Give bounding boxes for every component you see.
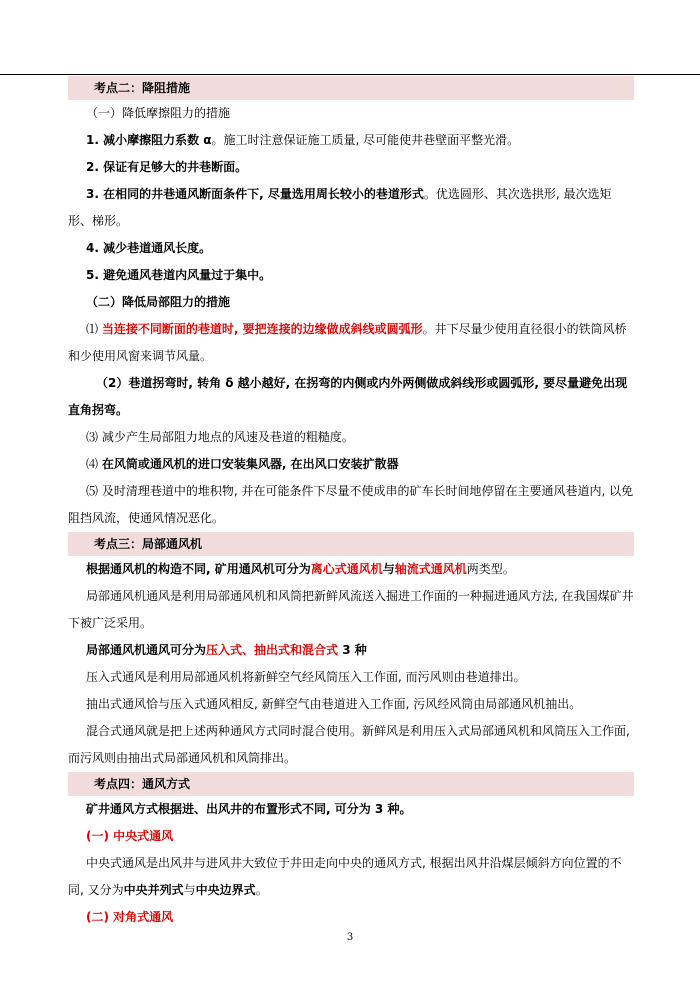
header-rule <box>0 74 700 75</box>
subheading-central: (一) 中央式通风 <box>86 829 174 843</box>
paragraph-4-2 <box>68 850 634 904</box>
red-emphasis: 离心式通风机 <box>310 562 383 576</box>
paragraph-3-2: 局部通风机通风是利用局部通风机和风筒把新鲜风流送入掘进工作面的一种掘进通风方法, 在我国煤矿井下被广泛采用。 <box>68 589 634 630</box>
red-emphasis: 轴流式通风机 <box>394 562 467 576</box>
paragraph-3-6: 混合式通风就是把上述两种通风方式同时混合使用。新鲜风是利用压入式局部通风机和风筒压入工作面, 而污风则由抽出式局部通风机和风筒排出。 <box>68 724 630 765</box>
paragraph-3-3 <box>68 637 634 664</box>
paragraph-2-2: 2. 保证有足够大的井巷断面。 <box>86 160 248 174</box>
bold-text: 中央边界式 <box>195 883 256 897</box>
text: 与 <box>382 562 395 576</box>
paragraph-2-5: 5. 避免通风巷道内风量过于集中。 <box>86 268 272 282</box>
paragraph-local-5: ⑸ 及时清理巷道中的堆积物, 并在可能条件下尽量不使成串的矿车长时间地停留在主要通风巷道内, 以免阻挡风流，使通风情况恶化。 <box>68 484 634 525</box>
bold-text: 中央并列式 <box>123 883 184 897</box>
bold-text: 在风筒或通风机的进口安装集风器, 在出风口安装扩散器 <box>101 457 399 471</box>
paragraph-3-5: 抽出式通风恰与压入式通风相反, 新鲜空气由巷道进入工作面, 污风经风筒由局部通风机抽出。 <box>86 697 582 711</box>
text: 。 <box>255 883 268 897</box>
paragraph-2-4: 4. 减少巷道通风长度。 <box>86 241 212 255</box>
text: 根据通风机的构造不同, 矿用通风机可分为 <box>86 562 311 576</box>
paragraph-3-4: 压入式通风是利用局部通风机将新鲜空气经风筒压入工作面, 而污风则由巷道排出。 <box>86 670 526 684</box>
paragraph-2-3 <box>68 181 634 235</box>
paragraph-local-2: （2）巷道拐弯时, 转角 δ 越小越好, 在拐弯的内侧或内外两侧做成斜线形或圆弧形, 要尽量避免出现直角拐弯。 <box>68 376 628 417</box>
text: 局部通风机通风可分为 <box>86 643 207 657</box>
text: 。优选圆形、其次选拱形, 最次选矩形、梯形。 <box>68 187 612 228</box>
document-body <box>68 76 634 931</box>
subheading-diagonal: (二) 对角式通风 <box>86 910 174 924</box>
paragraph-3-1 <box>68 556 634 583</box>
subheading-friction: （一）降低摩擦阻力的措施 <box>86 106 231 120</box>
text: 3 种 <box>338 643 367 657</box>
paragraph-local-3: ⑶ 减少产生局部阻力地点的风速及巷道的粗糙度。 <box>86 430 354 444</box>
text: ⑷ <box>86 457 102 471</box>
section-heading-4: 考点四：通风方式 <box>68 772 634 796</box>
subheading-local: （二）降低局部阻力的措施 <box>86 295 231 309</box>
bold-text: 3. 在相同的井巷通风断面条件下, 尽量选用周长较小的巷道形式 <box>86 187 424 201</box>
red-emphasis: 当连接不同断面的巷道时, 要把连接的边缘做成斜线或圆弧形 <box>101 322 423 336</box>
paragraph-local-4 <box>68 451 634 478</box>
paragraph-local-1 <box>68 316 634 370</box>
text: 两类型。 <box>466 562 515 576</box>
section-heading-3: 考点三：局部通风机 <box>68 532 634 556</box>
text: ⑴ <box>86 322 102 336</box>
section-heading-2: 考点二：降阻措施 <box>68 76 634 100</box>
paragraph-2-1 <box>68 127 634 154</box>
paragraph-4-1: 矿井通风方式根据进、出风井的布置形式不同, 可分为 3 种。 <box>86 802 412 816</box>
bold-text: 1. 减小摩擦阻力系数 α <box>86 133 212 147</box>
text: 中央式通风是出风井与进风井大致位于井田走向中央的通风方式, 根据出风井沿煤层倾斜方向位置的不同, 又分为 <box>68 856 622 897</box>
text: 与 <box>183 883 196 897</box>
text: 。施工时注意保证施工质量, 尽可能使井巷壁面平整光滑。 <box>211 133 520 147</box>
red-emphasis: 压入式、抽出式和混合式 <box>206 643 339 657</box>
text: 。井下尽量少使用直径很小的铁筒风桥和少使用风窗来调节风量。 <box>68 322 627 363</box>
page-number: 3 <box>346 932 354 943</box>
